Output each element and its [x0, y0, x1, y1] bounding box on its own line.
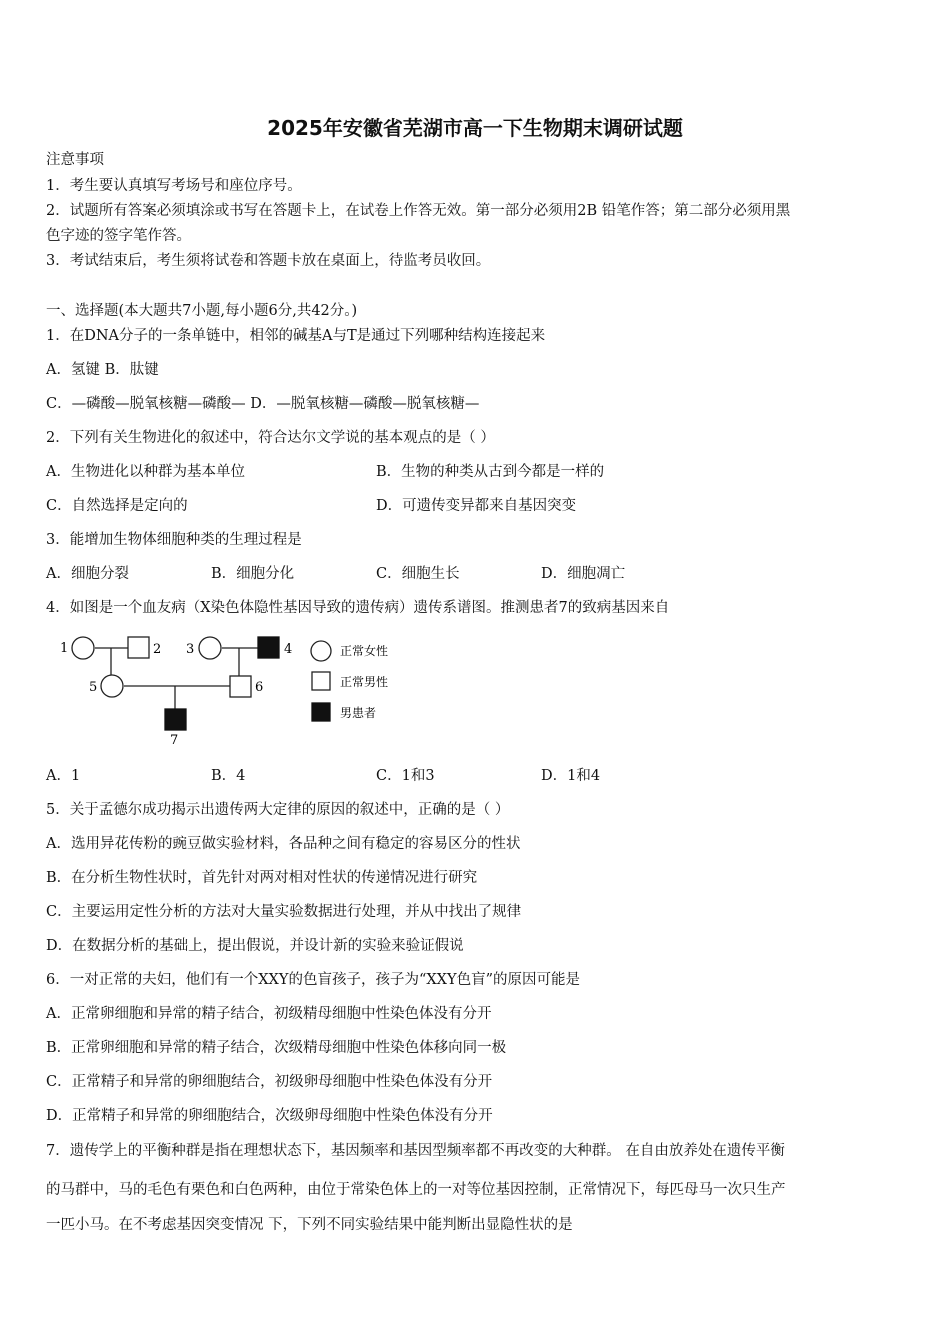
individual-7	[165, 709, 186, 730]
legend-normal-male: 正常男性	[340, 675, 389, 689]
option-a: A．生物进化以种群为基本单位	[46, 464, 245, 480]
option-row: C．—磷酸—脱氧核糖—磷酸— D．—脱氧核糖—磷酸—脱氧核糖—	[46, 396, 480, 412]
question-stem: 3．能增加生物体细胞种类的生理过程是	[46, 532, 302, 548]
question-stem-line: 的马群中，马的毛色有栗色和白色两种，由位于常染色体上的一对等位基因控制，正常情况下，每匹母马一次只生产	[46, 1182, 786, 1198]
legend-normal-male-icon	[312, 672, 330, 690]
pedigree-svg	[56, 628, 401, 748]
label-2: 2	[153, 642, 162, 657]
notice-item: 2．试题所有答案必须填涂或书写在答题卡上，在试卷上作答无效。第一部分必须用2B 铅笔作答；第二部分必须用黑	[46, 203, 791, 219]
individual-5	[101, 675, 123, 697]
label-1: 1	[60, 641, 69, 656]
option-a: A．1	[46, 768, 81, 784]
option-d: D．正常精子和异常的卵细胞结合，次级卵母细胞中性染色体没有分开	[46, 1108, 493, 1124]
option-c: C．1和3	[376, 768, 435, 784]
option-a: A．细胞分裂	[46, 566, 129, 582]
label-6: 6	[255, 680, 264, 695]
option-d: D．1和4	[541, 768, 601, 784]
option-c: C．正常精子和异常的卵细胞结合，初级卵母细胞中性染色体没有分开	[46, 1074, 493, 1090]
individual-2	[128, 637, 149, 658]
option-d: D．可遗传变异都来自基因突变	[376, 498, 577, 514]
notice-item: 1．考生要认真填写考场号和座位序号。	[46, 178, 302, 194]
option-b: B．4	[211, 768, 246, 784]
label-4: 4	[284, 642, 293, 657]
option-b: B．生物的种类从古到今都是一样的	[376, 464, 605, 480]
option-a: A．选用异花传粉的豌豆做实验材料，各品种之间有稳定的容易区分的性状	[46, 836, 521, 852]
option-row: A．氢键 B．肽键	[46, 362, 159, 378]
individual-3	[199, 637, 221, 659]
question-stem: 5．关于孟德尔成功揭示出遗传两大定律的原因的叙述中，正确的是（ ）	[46, 802, 510, 818]
label-5: 5	[89, 680, 98, 695]
individual-1	[72, 637, 94, 659]
individual-6	[230, 676, 251, 697]
option-a: A．正常卵细胞和异常的精子结合，初级精母细胞中性染色体没有分开	[46, 1006, 492, 1022]
question-stem-line: 7．遗传学上的平衡种群是指在理想状态下，基因频率和基因型频率都不再改变的大种群。 在自由放养处在遗传平衡	[46, 1143, 785, 1159]
legend-affected-male: 男患者	[340, 706, 377, 720]
legend-normal-female-icon	[311, 641, 331, 661]
legend-affected-male-icon	[312, 703, 330, 721]
notice-item: 色字迹的签字笔作答。	[46, 228, 191, 244]
question-stem: 6．一对正常的夫妇，他们有一个XXY的色盲孩子，孩子为“XXY色盲”的原因可能是	[46, 972, 580, 988]
individual-4	[258, 637, 279, 658]
notice-item: 3．考试结束后，考生须将试卷和答题卡放在桌面上，待监考员收回。	[46, 253, 491, 269]
option-c: C．自然选择是定向的	[46, 498, 188, 514]
question-stem: 4．如图是一个血友病（X染色体隐性基因导致的遗传病）遗传系谱图。推测患者7的致病基因来自	[46, 600, 670, 616]
option-d: D．在数据分析的基础上，提出假说，并设计新的实验来验证假说	[46, 938, 464, 954]
question-stem: 1．在DNA分子的一条单链中，相邻的碱基A与T是通过下列哪种结构连接起来	[46, 328, 546, 344]
option-b: B．细胞分化	[211, 566, 295, 582]
label-3: 3	[186, 642, 195, 657]
page-title: 2025年安徽省芜湖市高一下生物期末调研试题	[267, 116, 683, 140]
section-heading: 一、选择题(本大题共7小题,每小题6分,共42分。)	[46, 303, 358, 319]
option-d: D．细胞凋亡	[541, 566, 626, 582]
option-b: B．正常卵细胞和异常的精子结合，次级精母细胞中性染色体移向同一极	[46, 1040, 507, 1056]
option-b: B．在分析生物性状时，首先针对两对相对性状的传递情况进行研究	[46, 870, 478, 886]
option-c: C．细胞生长	[376, 566, 460, 582]
question-stem: 2．下列有关生物进化的叙述中，符合达尔文学说的基本观点的是（ ）	[46, 430, 495, 446]
pedigree-chart	[56, 628, 401, 748]
notice-heading: 注意事项	[46, 152, 104, 168]
option-c: C．主要运用定性分析的方法对大量实验数据进行处理，并从中找出了规律	[46, 904, 522, 920]
label-7: 7	[170, 733, 179, 748]
legend-normal-female: 正常女性	[340, 644, 389, 658]
question-stem-line: 一匹小马。在不考虑基因突变情况 下，下列不同实验结果中能判断出显隐性状的是	[46, 1217, 573, 1233]
